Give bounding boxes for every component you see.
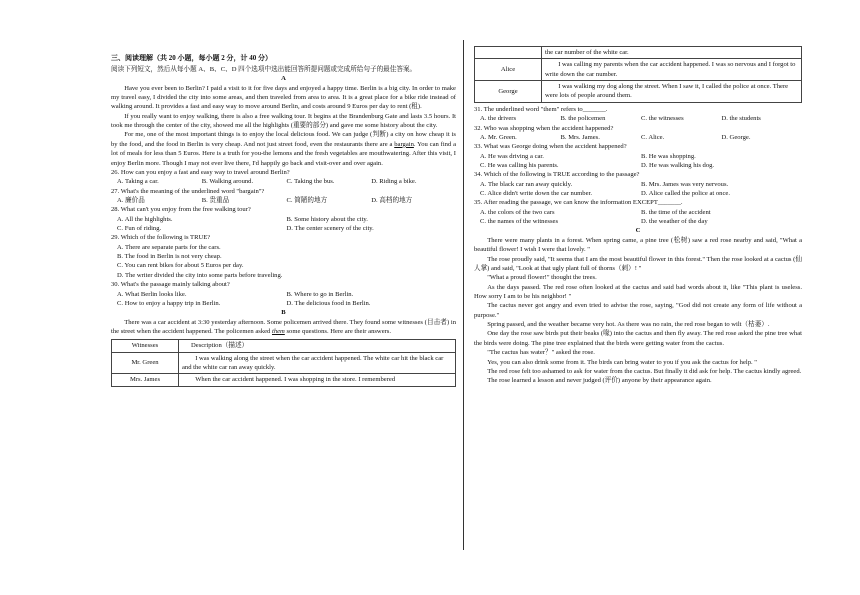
answer-option[interactable]: A. the colors of the two cars xyxy=(480,208,555,216)
table-header: Description（描述） xyxy=(179,340,456,352)
instructions: 阅读下列短文，然后从每小题 A、B、C、D 四个选项中选出能回答所提问题或完成所给句子的最佳答案。 xyxy=(111,65,417,73)
options-row xyxy=(117,299,456,308)
passage-a-questions xyxy=(111,168,456,308)
passage-b-questions xyxy=(474,105,802,227)
answer-option[interactable]: A. He was driving a car. xyxy=(480,152,544,160)
underlined-word-them: them xyxy=(272,328,285,335)
answer-option[interactable]: A. What Berlin looks like. xyxy=(117,290,187,298)
column-divider xyxy=(463,40,464,550)
options-row xyxy=(480,180,802,189)
answer-option[interactable]: C. He was calling his parents. xyxy=(480,161,559,169)
options-row xyxy=(117,224,456,233)
passage-c-label: C xyxy=(635,227,641,235)
passage-b-label: B xyxy=(281,309,286,317)
passage-c-paragraph: "What a proud flower!" thought the trees. xyxy=(487,274,597,282)
answer-option[interactable]: C. You can rent bikes for about 5 Euros per day. xyxy=(117,262,244,270)
question-text: 32. Who was shopping when the accident happened? xyxy=(474,124,614,132)
answer-option[interactable]: C. 简陋的地方 xyxy=(286,196,328,204)
table-header: Witnesses xyxy=(112,340,179,352)
answer-option[interactable]: A. All the highlights. xyxy=(117,215,173,223)
answer-option[interactable]: D. 高档的地方 xyxy=(371,196,413,204)
answer-option[interactable]: D. The center scenery of the city. xyxy=(286,225,374,233)
answer-option[interactable]: A. There are separate parts for the cars. xyxy=(117,243,221,251)
answer-option[interactable]: C. How to enjoy a happy trip in Berlin. xyxy=(117,299,221,307)
options-row xyxy=(117,271,456,280)
answer-option[interactable]: A. Taking a car. xyxy=(117,178,159,186)
table-cell-witness: Mrs. James xyxy=(112,374,179,386)
table-cell-description: I was calling my parents when the car accident happened. I was so nervous and I forgot to write down the car number. xyxy=(542,59,802,81)
answer-option[interactable]: A. 廉价品 xyxy=(117,196,145,204)
answer-option[interactable]: B. the time of the accident xyxy=(641,208,711,216)
answer-option[interactable]: D. The delicious food in Berlin. xyxy=(286,299,371,307)
table-cell-description: When the car accident happened. I was shopping in the store. I remembered xyxy=(179,374,456,386)
passage-c-paragraph: One day the rose saw birds put their beaks (喙) into the cactus and then fly away. The red rose asked the pine tree what the birds were doing. The pine tree explained that the birds were getting water from the cactus. xyxy=(474,330,802,347)
table-row xyxy=(112,374,456,386)
question-text: 34. Which of the following is TRUE according to the passage? xyxy=(474,171,640,179)
answer-option[interactable]: B. Walking around. xyxy=(201,178,254,186)
options-row xyxy=(480,161,802,170)
answer-option[interactable]: B. Mrs. James was very nervous. xyxy=(641,180,729,188)
answer-option[interactable]: D. Alice called the police at once. xyxy=(641,190,730,198)
passage-c-paragraph: The rose learned a lesson and never judged (评价) anyone by their appearance again. xyxy=(487,377,712,385)
table-cell-description: I was walking along the street when the car accident happened. The white car hit the black car and the white car ran away quickly. xyxy=(179,352,456,374)
options-row xyxy=(480,152,802,161)
options-row xyxy=(117,196,456,205)
passage-a-paragraph: Have you ever been to Berlin? I paid a visit to it for five days and enjoyed a happy time. Berlin is a big city. In order to make my travel easy, I divided the city into some areas, and then traveled from area to area. It is a great place for a bike ride instead of walking around. It provides a fast and easy way to move around Berlin, and costs around 9 Euros per day to rent (租). xyxy=(111,84,456,111)
passage-c-paragraph: As the days passed. The red rose often looked at the cactus and said bad words about it, like "This plant is useless. How sorry I am to be his neighbor! " xyxy=(474,283,802,300)
answer-option[interactable]: D. George. xyxy=(721,133,751,141)
passage-c-paragraph: The red rose felt too ashamed to ask for water from the cactus. But finally it did ask for help. The cactus kindly agreed. xyxy=(487,367,802,375)
table-cell-description: the car number of the white car. xyxy=(542,47,802,59)
options-row xyxy=(117,215,456,224)
passage-c-body xyxy=(474,236,802,386)
answer-option[interactable]: C. Fun of riding. xyxy=(117,225,162,233)
witness-table xyxy=(111,339,456,386)
table-row xyxy=(112,352,456,374)
answer-option[interactable]: B. 贵重品 xyxy=(201,196,230,204)
table-header-row xyxy=(112,340,456,352)
options-row xyxy=(117,243,456,252)
answer-option[interactable]: A. Mr. Green. xyxy=(480,133,517,141)
passage-a-label: A xyxy=(281,75,286,83)
options-row xyxy=(117,177,456,186)
options-row xyxy=(480,133,802,142)
table-cell-witness: George xyxy=(475,81,542,103)
passage-c-paragraph: Yes, you can also drink some from it. The birds can bring water to you if you ask the cactus for help. " xyxy=(487,358,757,366)
answer-option[interactable]: B. Some history about the city. xyxy=(286,215,368,223)
section-title: 三、阅读理解（共 20 小题，每小题 2 分，计 40 分） xyxy=(111,54,272,62)
answer-option[interactable]: D. Riding a bike. xyxy=(371,178,417,186)
passage-c-paragraph: The rose proudly said, "It seems that I am the most beautiful flower in this forest." Then the rose looked at a cactus (仙人掌) and said, "Look at that ugly plant full of thorns（刺）! " xyxy=(474,255,802,272)
question-text: 35. After reading the passage, we can know the information EXCEPT_______. xyxy=(474,199,683,207)
passage-c-paragraph: "The cactus has water？" asked the rose. xyxy=(487,349,595,357)
passage-b-paragraph: There was a car accident at 3:30 yesterday afternoon. Some policemen arrived there. They found some witnesses (目击者) in the street when the accident happened. The policemen asked them some questions. Here are their answers. xyxy=(111,318,456,335)
question-text: 30. What's the passage mainly talking about? xyxy=(111,281,230,289)
passage-c-paragraph: Spring passed, and the weather became very hot. As there was no rain, the red rose began to wilt（枯萎）. xyxy=(487,321,770,329)
options-row xyxy=(480,217,802,226)
options-row xyxy=(117,290,456,299)
answer-option[interactable]: C. Alice didn't write down the car number. xyxy=(480,190,592,198)
question-text: 27. What's the meaning of the underlined word "bargain"? xyxy=(111,187,265,195)
options-row xyxy=(480,208,802,217)
answer-option[interactable]: B. the policemen xyxy=(560,115,606,123)
question-text: 26. How can you enjoy a fast and easy way to travel around Berlin? xyxy=(111,168,290,176)
answer-option[interactable]: D. the students xyxy=(721,115,761,123)
table-cell-description: I was walking my dog along the street. When I saw it, I called the police at once. There were lots of people around them. xyxy=(542,81,802,103)
answer-option[interactable]: C. the witnesses xyxy=(641,115,684,123)
question-text: 28. What can't you enjoy from the free walking tour? xyxy=(111,206,251,214)
table-cell-witness: Alice xyxy=(475,59,542,81)
witness-table-continued xyxy=(474,46,802,103)
answer-option[interactable]: B. The food in Berlin is not very cheap. xyxy=(117,253,222,261)
options-row xyxy=(480,114,802,123)
answer-option[interactable]: C. Taking the bus. xyxy=(286,178,335,186)
question-text: 33. What was George doing when the accident happened? xyxy=(474,143,627,151)
right-column xyxy=(474,46,802,386)
answer-option[interactable]: A. The black car ran away quickly. xyxy=(480,180,573,188)
left-column xyxy=(111,54,456,387)
answer-option[interactable]: C. the names of the witnesses xyxy=(480,218,559,226)
table-cell-witness: Mr. Green xyxy=(112,352,179,374)
passage-c-paragraph: The cactus never got angry and even tried to advise the rose, saying, "God did not create any form of life without a purpose." xyxy=(474,302,802,319)
answer-option[interactable]: D. He was walking his dog. xyxy=(641,161,715,169)
answer-option[interactable]: D. the weather of the day xyxy=(641,218,708,226)
answer-option[interactable]: B. Mrs. James. xyxy=(560,133,600,141)
underlined-word-bargain: bargain xyxy=(394,140,414,148)
answer-option[interactable]: C. Alice. xyxy=(641,133,665,141)
options-row xyxy=(480,189,802,198)
answer-option[interactable]: B. He was shopping. xyxy=(641,152,696,160)
table-row xyxy=(475,81,802,103)
question-text: 31. The underlined word "them" refers to_______. xyxy=(474,105,608,113)
question-text: 29. Which of the following is TRUE? xyxy=(111,234,211,242)
passage-a-paragraph: If you really want to enjoy walking, there is also a free walking tour. It begins at the Brandenburg Gate and lasts 3.5 hours. It took me through the center of the city, showed me all the highlights (重要的部分) and gave me some history about the city. xyxy=(111,112,456,130)
options-row xyxy=(117,252,456,261)
passage-c-paragraph: There were many plants in a forest. When spring came, a pine tree (松树) saw a red rose nearby and said, "What a beautiful flower! I wish I were that lovely. " xyxy=(474,236,802,254)
table-row xyxy=(475,59,802,81)
options-row xyxy=(117,261,456,270)
passage-a-paragraph: For me, one of the most important things is to enjoy the local delicious food. We can judge (判断) a city on how cheap it is by the food, and the food in Berlin is very cheap. And not just street food, even the restaurants there are a bargain. You can find a lot of meals for less than 5 Euros. Here is a truth for you-the lemons and the fresh vegetables are mouthwatering. After this visit, I enjoy Berlin more. Though I may not ever live there, I'd happily go back and visit-over and over again. xyxy=(111,131,457,167)
table-row xyxy=(475,47,802,59)
answer-option[interactable]: A. the drivers xyxy=(480,115,517,123)
answer-option[interactable]: B. Where to go in Berlin. xyxy=(286,290,354,298)
answer-option[interactable]: D. The writer divided the city into some parts before traveling. xyxy=(117,271,283,279)
